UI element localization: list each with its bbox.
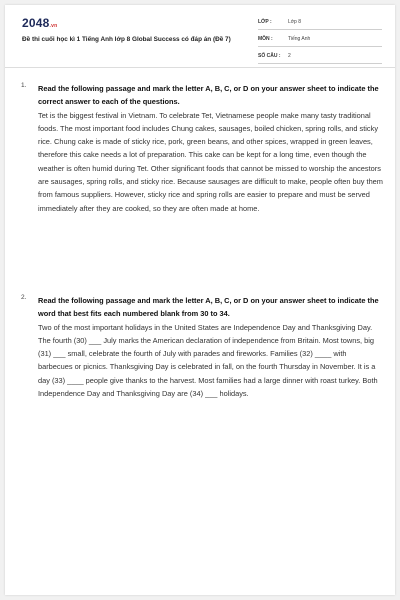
meta-value: Lớp 8: [288, 19, 302, 25]
meta-key: MÔN :: [258, 36, 273, 42]
meta-key: LỚP :: [258, 19, 272, 25]
exam-meta: [258, 16, 382, 67]
question-instruction: Read the following passage and mark the letter A, B, C, or D on your answer sheet to indicate the correct answer to each of the questions.: [38, 84, 379, 107]
meta-value: 2: [288, 53, 291, 59]
question-passage: Tet is the biggest festival in Vietnam. To celebrate Tet, Vietnamese people make many tasty traditional foods. The most important food includes Chung cakes, sausages, boiled chicken, spring rolls, and sticky rice. Chung cake is made of sticky rice, pork, green beans, and other spices, wrapped in green leaves, therefore this cake needs a lot of preparation. This cake can be kept for a long time, even though the weather is often humid during Tet. Other significant foods that cannot be missed to worship the ancestors are sausages, spring rolls, and sticky rice. Because sausages are difficult to make, people often buy them from famous suppliers. However, sticky rice and spring rolls are easier to prepare and must be served immediately after they are cooked, so they are often made at home.: [38, 110, 383, 213]
question-instruction: Read the following passage and mark the letter A, B, C, or D on your answer sheet to indicate the word that best fits each numbered blank from 30 to 34.: [38, 296, 379, 319]
question-number: 1.: [21, 82, 27, 89]
header-divider: [5, 67, 395, 68]
question-body: [38, 294, 383, 400]
meta-row-subject: [258, 33, 382, 47]
document-sheet: [5, 5, 395, 595]
meta-key: SỐ CÂU :: [258, 53, 281, 59]
question-number: 2.: [21, 294, 27, 301]
site-logo[interactable]: [22, 16, 57, 30]
document-header: [5, 5, 395, 65]
logo-text: 2048: [22, 16, 50, 30]
page-title: Đề thi cuối học kì 1 Tiếng Anh lớp 8 Global Success có đáp án (Đề 7): [22, 36, 231, 43]
meta-row-class: [258, 16, 382, 30]
meta-value: Tiếng Anh: [288, 36, 311, 42]
question-body: [38, 82, 383, 215]
meta-row-question-count: [258, 50, 382, 64]
logo-suffix: .vn: [49, 23, 58, 29]
question-passage: Two of the most important holidays in the United States are Independence Day and Thanksgiving Day. The fourth (30) ___ July marks the American declaration of independence from Britain. Most towns, big (31) ___ small, celebrate the fourth of July with parades and fireworks. Families (32) ____ with barbecues or picnics. Thanksgiving Day is celebrated in fall, on the fourth Thursday in November. It is a day (33) ____ people give thanks to the harvest. Most families had a large dinner with roast turkey. Both Independence Day and Thanksgiving Day are (34) ___ holidays.: [38, 322, 378, 399]
